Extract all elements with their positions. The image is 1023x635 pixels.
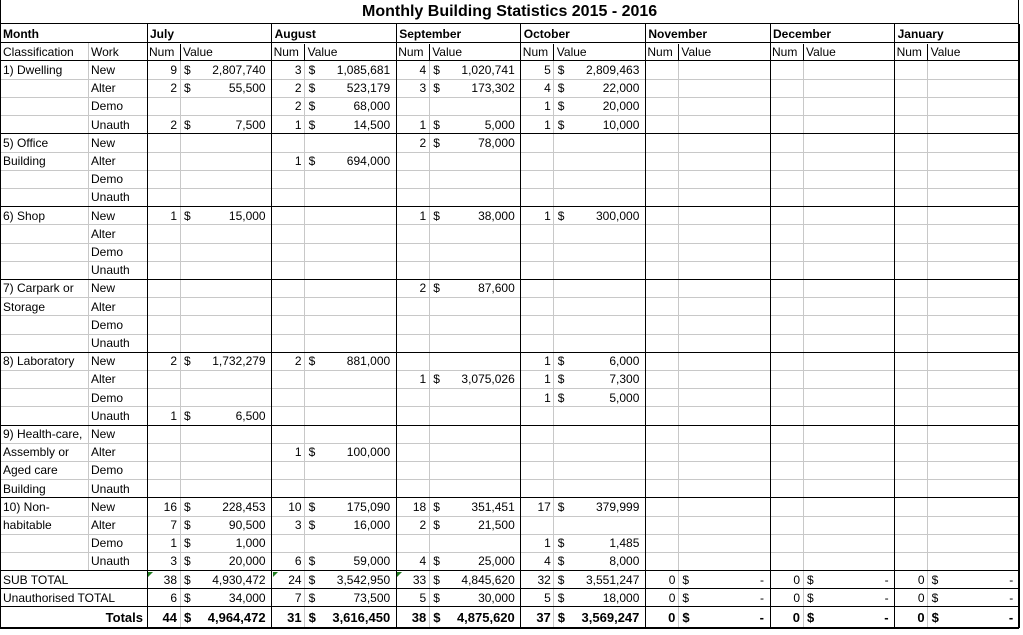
data-cell-num[interactable]: 2 — [170, 117, 177, 132]
classification-label[interactable]: Storage — [3, 299, 46, 314]
data-cell-currency[interactable]: $ — [184, 81, 191, 96]
data-cell-num[interactable]: 1 — [294, 154, 302, 168]
summary-cell-num[interactable]: 0 — [668, 609, 676, 625]
classification-label[interactable]: Aged care — [3, 463, 58, 478]
grid-line — [0, 0, 1, 628]
summary-cell-value[interactable]: 4,845,620 — [461, 572, 515, 587]
data-cell-value[interactable]: 6,500 — [235, 408, 266, 423]
work-type-new[interactable]: New — [91, 499, 116, 514]
month-header-november[interactable]: November — [648, 26, 708, 41]
data-cell-value[interactable]: 14,500 — [353, 117, 391, 132]
work-type-unauth[interactable]: Unauth — [91, 263, 130, 278]
data-cell-value[interactable]: 1,000 — [235, 536, 266, 551]
data-cell-currency[interactable]: $ — [184, 518, 191, 532]
data-cell-value[interactable]: 5,000 — [609, 390, 640, 405]
month-header-july[interactable]: July — [150, 26, 175, 41]
data-cell-currency[interactable]: $ — [308, 354, 316, 369]
data-cell-num[interactable]: 2 — [294, 354, 302, 369]
data-cell-num[interactable]: 2 — [294, 99, 302, 114]
summary-cell-value[interactable]: 3,616,450 — [332, 609, 391, 625]
data-cell-value[interactable]: 15,000 — [228, 208, 266, 223]
value-header[interactable]: Value — [183, 44, 213, 59]
data-cell-num[interactable]: 1 — [544, 536, 551, 551]
data-cell-value[interactable]: 379,999 — [596, 499, 640, 514]
sheet-title: Monthly Building Statistics 2015 - 2016 — [362, 3, 658, 20]
summary-cell-currency[interactable]: $ — [433, 572, 440, 587]
work-type-demo[interactable]: Demo — [91, 245, 124, 259]
data-cell-value[interactable]: 78,000 — [478, 135, 515, 150]
work-header[interactable]: Work — [91, 44, 119, 59]
data-cell-num[interactable]: 1 — [544, 99, 551, 114]
error-indicator-icon — [273, 572, 278, 577]
summary-cell-currency[interactable]: $ — [931, 609, 939, 625]
summary-cell-num[interactable]: 31 — [287, 609, 302, 625]
data-cell-num[interactable]: 10 — [288, 499, 302, 514]
data-cell-currency[interactable]: $ — [184, 408, 191, 423]
grid-line — [678, 61, 679, 628]
summary-cell-currency[interactable]: $ — [184, 590, 191, 605]
summary-cell-currency[interactable]: $ — [931, 572, 939, 587]
summary-cell-currency[interactable]: $ — [557, 609, 566, 625]
summary-cell-currency[interactable]: $ — [557, 572, 565, 587]
data-cell-currency[interactable]: $ — [433, 281, 440, 296]
data-cell-value[interactable]: 22,000 — [602, 81, 640, 96]
data-cell-value[interactable]: 25,000 — [478, 554, 515, 569]
month-header-august[interactable]: August — [274, 26, 316, 41]
summary-cell-currency[interactable]: $ — [433, 590, 440, 605]
summary-cell-value[interactable]: - — [1009, 572, 1014, 587]
grid-line — [304, 61, 305, 628]
summary-cell-value[interactable]: 18,000 — [602, 590, 640, 605]
summary-cell-num[interactable]: 0 — [793, 572, 800, 587]
value-header[interactable]: Value — [681, 44, 712, 59]
work-type-alter[interactable]: Alter — [91, 154, 116, 168]
data-cell-value[interactable]: 1,732,279 — [212, 354, 266, 369]
data-cell-num[interactable]: 1 — [294, 117, 302, 132]
data-cell-currency[interactable]: $ — [184, 354, 191, 369]
summary-cell-num[interactable]: 38 — [411, 609, 427, 625]
data-cell-value[interactable]: 1,085,681 — [336, 63, 391, 77]
data-cell-currency[interactable]: $ — [557, 390, 565, 405]
data-cell-value[interactable]: 5,000 — [484, 117, 515, 132]
summary-cell-num[interactable]: 0 — [792, 609, 800, 625]
summary-cell-value[interactable]: 3,569,247 — [581, 609, 640, 625]
summary-cell-value[interactable]: - — [884, 590, 889, 605]
summary-cell-currency[interactable]: $ — [807, 609, 815, 625]
data-cell-value[interactable]: 175,090 — [346, 499, 391, 514]
work-type-demo[interactable]: Demo — [91, 463, 124, 478]
month-header-december[interactable]: December — [773, 26, 832, 41]
summary-cell-value[interactable]: - — [759, 572, 764, 587]
work-type-demo[interactable]: Demo — [91, 172, 124, 187]
data-cell-currency[interactable]: $ — [557, 554, 565, 569]
value-header[interactable]: Value — [307, 44, 338, 59]
data-cell-value[interactable]: 173,302 — [471, 81, 515, 96]
summary-cell-num[interactable]: 0 — [917, 572, 925, 587]
data-cell-num[interactable]: 9 — [170, 63, 177, 77]
summary-cell-currency[interactable]: $ — [184, 609, 192, 625]
grid-line — [0, 188, 1019, 189]
grid-line — [0, 170, 1019, 171]
work-type-alter[interactable]: Alter — [91, 445, 116, 460]
summary-cell-currency[interactable]: $ — [931, 590, 939, 605]
data-cell-currency[interactable]: $ — [308, 499, 316, 514]
work-type-alter[interactable]: Alter — [91, 299, 116, 314]
summary-cell-num[interactable]: 38 — [163, 572, 177, 587]
data-cell-value[interactable]: 300,000 — [596, 208, 640, 223]
summary-cell-currency[interactable]: $ — [807, 572, 814, 587]
data-cell-num[interactable]: 1 — [544, 372, 551, 387]
data-cell-value[interactable]: 100,000 — [346, 445, 391, 460]
data-cell-currency[interactable]: $ — [433, 518, 440, 532]
classification-label[interactable]: Assembly or — [3, 445, 70, 460]
data-cell-currency[interactable]: $ — [433, 135, 440, 150]
data-cell-num[interactable]: 4 — [544, 81, 551, 96]
classification-label[interactable]: 9) Health-care, — [3, 427, 83, 441]
month-header-september[interactable]: September — [399, 26, 462, 41]
work-type-unauth[interactable]: Unauth — [91, 554, 130, 569]
work-type-demo[interactable]: Demo — [91, 390, 124, 405]
summary-cell-value[interactable]: - — [884, 609, 889, 625]
classification-label[interactable]: 10) Non- — [3, 499, 50, 514]
grid-line — [429, 61, 430, 628]
summary-cell-num[interactable]: 7 — [294, 590, 302, 605]
data-cell-currency[interactable]: $ — [557, 99, 565, 114]
data-cell-num[interactable]: 2 — [419, 135, 427, 150]
summary-cell-currency[interactable]: $ — [308, 590, 316, 605]
data-cell-num[interactable]: 4 — [544, 554, 551, 569]
work-type-unauth[interactable]: Unauth — [91, 190, 130, 205]
classification-label[interactable]: 1) Dwelling — [3, 63, 63, 77]
data-cell-value[interactable]: 16,000 — [353, 518, 391, 532]
data-cell-num[interactable]: 1 — [294, 445, 302, 460]
grid-line — [927, 61, 928, 628]
summary-cell-num[interactable]: 0 — [793, 590, 800, 605]
data-cell-value[interactable]: 6,000 — [609, 354, 640, 369]
value-header[interactable]: Value — [432, 44, 462, 59]
summary-cell-value[interactable]: - — [759, 590, 764, 605]
work-type-new[interactable]: New — [91, 135, 116, 150]
data-cell-value[interactable]: 10,000 — [602, 117, 640, 132]
data-cell-num[interactable]: 16 — [163, 499, 177, 514]
data-cell-currency[interactable]: $ — [308, 117, 316, 132]
summary-cell-num[interactable]: 0 — [668, 572, 676, 587]
data-cell-value[interactable]: 3,075,026 — [461, 372, 515, 387]
work-type-new[interactable]: New — [91, 427, 116, 441]
data-cell-currency[interactable]: $ — [433, 372, 440, 387]
summary-cell-currency[interactable]: $ — [308, 609, 316, 625]
data-cell-num[interactable]: 1 — [544, 208, 551, 223]
summary-cell-num[interactable]: 0 — [668, 590, 676, 605]
summary-cell-num[interactable]: 5 — [544, 590, 551, 605]
data-cell-currency[interactable]: $ — [308, 99, 316, 114]
data-cell-currency[interactable]: $ — [557, 536, 565, 551]
summary-cell-currency[interactable]: $ — [184, 572, 191, 587]
data-cell-value[interactable]: 1,020,741 — [461, 63, 515, 77]
data-cell-num[interactable]: 6 — [294, 554, 302, 569]
data-cell-value[interactable]: 20,000 — [228, 554, 266, 569]
totals-label[interactable]: Totals — [105, 609, 143, 625]
work-type-alter[interactable]: Alter — [91, 372, 116, 387]
num-header[interactable]: Num — [647, 44, 673, 59]
data-cell-value[interactable]: 68,000 — [353, 99, 391, 114]
data-cell-currency[interactable]: $ — [557, 354, 565, 369]
data-cell-num[interactable]: 1 — [544, 390, 551, 405]
data-cell-value[interactable]: 2,807,740 — [212, 63, 266, 77]
data-cell-value[interactable]: 7,500 — [235, 117, 266, 132]
summary-cell-value[interactable]: - — [1008, 609, 1014, 625]
work-type-demo[interactable]: Demo — [91, 536, 124, 551]
error-indicator-icon — [148, 572, 153, 577]
data-cell-currency[interactable]: $ — [433, 117, 440, 132]
summary-cell-value[interactable]: 73,500 — [353, 590, 391, 605]
data-cell-currency[interactable]: $ — [184, 63, 191, 77]
grid-line — [0, 461, 1019, 462]
classification-label[interactable]: 6) Shop — [3, 208, 46, 223]
summary-cell-currency[interactable]: $ — [682, 590, 690, 605]
data-cell-value[interactable]: 21,500 — [478, 518, 515, 532]
data-cell-currency[interactable]: $ — [433, 63, 440, 77]
summary-cell-value[interactable]: - — [884, 572, 889, 587]
data-cell-value[interactable]: 87,600 — [478, 281, 515, 296]
data-cell-currency[interactable]: $ — [433, 208, 440, 223]
grid-line — [803, 61, 804, 628]
data-cell-num[interactable]: 2 — [419, 518, 427, 532]
work-type-unauth[interactable]: Unauth — [91, 481, 130, 496]
data-cell-currency[interactable]: $ — [433, 554, 440, 569]
data-cell-num[interactable]: 1 — [544, 117, 551, 132]
summary-cell-num[interactable]: 24 — [288, 572, 302, 587]
grid-line — [0, 334, 1019, 335]
summary-cell-value[interactable]: 34,000 — [228, 590, 266, 605]
summary-cell-value[interactable]: 4,964,472 — [207, 609, 266, 625]
data-cell-value[interactable]: 20,000 — [602, 99, 640, 114]
grid-line — [0, 443, 1019, 444]
data-cell-currency[interactable]: $ — [308, 81, 316, 96]
work-type-new[interactable]: New — [91, 63, 116, 77]
data-cell-num[interactable]: 3 — [294, 518, 302, 532]
subtotal-label[interactable]: SUB TOTAL — [3, 572, 69, 587]
summary-cell-num[interactable]: 37 — [536, 609, 551, 625]
work-type-demo[interactable]: Demo — [91, 317, 124, 332]
value-header[interactable]: Value — [806, 44, 836, 59]
data-cell-num[interactable]: 2 — [419, 281, 427, 296]
data-cell-value[interactable]: 90,500 — [228, 518, 266, 532]
data-cell-currency[interactable]: $ — [557, 499, 565, 514]
data-cell-num[interactable]: 1 — [170, 208, 177, 223]
classification-header[interactable]: Classification — [3, 44, 74, 59]
data-cell-num[interactable]: 1 — [170, 408, 177, 423]
summary-cell-num[interactable]: 5 — [419, 590, 427, 605]
work-type-unauth[interactable]: Unauth — [91, 408, 130, 423]
summary-cell-num[interactable]: 33 — [412, 572, 427, 587]
grid-line — [0, 627, 1019, 629]
data-cell-currency[interactable]: $ — [557, 63, 565, 77]
data-cell-num[interactable]: 1 — [419, 372, 427, 387]
data-cell-num[interactable]: 4 — [419, 554, 427, 569]
data-cell-value[interactable]: 228,453 — [222, 499, 266, 514]
data-cell-currency[interactable]: $ — [308, 445, 316, 460]
data-cell-currency[interactable]: $ — [557, 117, 565, 132]
data-cell-currency[interactable]: $ — [308, 63, 316, 77]
classification-label[interactable]: Building — [3, 154, 46, 168]
summary-cell-num[interactable]: 0 — [917, 609, 925, 625]
summary-cell-currency[interactable]: $ — [433, 609, 441, 625]
error-indicator-icon — [397, 572, 402, 577]
month-header-label[interactable]: Month — [3, 26, 39, 41]
data-cell-currency[interactable]: $ — [308, 154, 316, 168]
data-cell-currency[interactable]: $ — [184, 554, 191, 569]
num-header[interactable]: Num — [896, 44, 922, 59]
num-header[interactable]: Num — [772, 44, 798, 59]
data-cell-num[interactable]: 5 — [544, 63, 551, 77]
summary-cell-num[interactable]: 6 — [170, 590, 177, 605]
summary-cell-value[interactable]: 3,542,950 — [336, 572, 391, 587]
data-cell-currency[interactable]: $ — [184, 208, 191, 223]
grid-line — [1019, 24, 1020, 628]
data-cell-value[interactable]: 7,300 — [609, 372, 640, 387]
data-cell-currency[interactable]: $ — [184, 499, 191, 514]
work-type-new[interactable]: New — [91, 281, 116, 296]
data-cell-num[interactable]: 7 — [170, 518, 177, 532]
summary-cell-num[interactable]: 44 — [162, 609, 177, 625]
data-cell-num[interactable]: 1 — [170, 536, 177, 551]
data-cell-currency[interactable]: $ — [557, 372, 565, 387]
data-cell-value[interactable]: 694,000 — [346, 154, 391, 168]
data-cell-value[interactable]: 2,809,463 — [586, 63, 640, 77]
classification-label[interactable]: 5) Office — [3, 135, 49, 150]
work-type-demo[interactable]: Demo — [91, 99, 124, 114]
summary-cell-num[interactable]: 32 — [537, 572, 551, 587]
data-cell-num[interactable]: 2 — [170, 354, 177, 369]
data-cell-num[interactable]: 1 — [419, 208, 427, 223]
data-cell-num[interactable]: 4 — [419, 63, 427, 77]
grid-line — [894, 24, 895, 628]
summary-cell-value[interactable]: 4,930,472 — [212, 572, 266, 587]
num-header[interactable]: Num — [273, 44, 299, 59]
unauth-total-label[interactable]: Unauthorised TOTAL — [3, 590, 116, 605]
data-cell-currency[interactable]: $ — [557, 81, 565, 96]
summary-cell-currency[interactable]: $ — [308, 572, 316, 587]
summary-cell-value[interactable]: - — [1009, 590, 1014, 605]
data-cell-value[interactable]: 351,451 — [471, 499, 515, 514]
grid-line — [0, 261, 1019, 262]
summary-cell-currency[interactable]: $ — [557, 590, 565, 605]
summary-cell-value[interactable]: 3,551,247 — [586, 572, 640, 587]
grid-line — [645, 24, 646, 628]
data-cell-currency[interactable]: $ — [184, 536, 191, 551]
data-cell-num[interactable]: 18 — [412, 499, 427, 514]
classification-label[interactable]: 8) Laboratory — [3, 354, 75, 369]
data-cell-currency[interactable]: $ — [308, 554, 316, 569]
data-cell-currency[interactable]: $ — [557, 208, 565, 223]
summary-cell-value[interactable]: 30,000 — [478, 590, 515, 605]
classification-label[interactable]: habitable — [3, 518, 52, 532]
value-header[interactable]: Value — [556, 44, 587, 59]
num-header[interactable]: Num — [398, 44, 424, 59]
num-header[interactable]: Num — [522, 44, 549, 59]
work-type-new[interactable]: New — [91, 354, 116, 369]
data-cell-currency[interactable]: $ — [433, 81, 440, 96]
data-cell-value[interactable]: 1,485 — [609, 536, 640, 551]
summary-cell-num[interactable]: 0 — [917, 590, 925, 605]
data-cell-value[interactable]: 59,000 — [353, 554, 391, 569]
data-cell-value[interactable]: 523,179 — [346, 81, 391, 96]
grid-line — [0, 479, 1019, 480]
data-cell-num[interactable]: 3 — [170, 554, 177, 569]
work-type-alter[interactable]: Alter — [91, 226, 116, 241]
num-header[interactable]: Num — [149, 44, 175, 59]
data-cell-num[interactable]: 3 — [419, 81, 427, 96]
data-cell-value[interactable]: 8,000 — [609, 554, 640, 569]
data-cell-num[interactable]: 3 — [294, 63, 302, 77]
data-cell-value[interactable]: 55,500 — [228, 81, 266, 96]
work-type-unauth[interactable]: Unauth — [91, 336, 130, 350]
work-type-alter[interactable]: Alter — [91, 518, 116, 532]
summary-cell-value[interactable]: 4,875,620 — [456, 609, 515, 625]
work-type-new[interactable]: New — [91, 208, 116, 223]
classification-label[interactable]: Building — [3, 481, 46, 496]
grid-line — [553, 61, 554, 628]
value-header[interactable]: Value — [930, 44, 961, 59]
work-type-alter[interactable]: Alter — [91, 81, 116, 96]
grid-line — [396, 24, 397, 628]
data-cell-currency[interactable]: $ — [308, 518, 316, 532]
data-cell-value[interactable]: 38,000 — [478, 208, 515, 223]
work-type-unauth[interactable]: Unauth — [91, 117, 130, 132]
data-cell-num[interactable]: 1 — [544, 354, 551, 369]
summary-cell-currency[interactable]: $ — [682, 609, 690, 625]
summary-cell-value[interactable]: - — [759, 609, 764, 625]
grid-line — [0, 315, 1019, 316]
grid-line — [180, 61, 181, 628]
month-header-january[interactable]: January — [897, 26, 944, 41]
data-cell-value[interactable]: 881,000 — [346, 354, 391, 369]
classification-label[interactable]: 7) Carpark or — [3, 281, 74, 296]
summary-cell-currency[interactable]: $ — [682, 572, 690, 587]
data-cell-num[interactable]: 1 — [419, 117, 427, 132]
month-header-october[interactable]: October — [523, 26, 570, 41]
data-cell-num[interactable]: 2 — [170, 81, 177, 96]
grid-line — [0, 243, 1019, 244]
data-cell-num[interactable]: 2 — [294, 81, 302, 96]
data-cell-currency[interactable]: $ — [184, 117, 191, 132]
data-cell-num[interactable]: 17 — [537, 499, 551, 514]
summary-cell-currency[interactable]: $ — [807, 590, 814, 605]
grid-line — [770, 24, 771, 628]
data-cell-currency[interactable]: $ — [433, 499, 440, 514]
